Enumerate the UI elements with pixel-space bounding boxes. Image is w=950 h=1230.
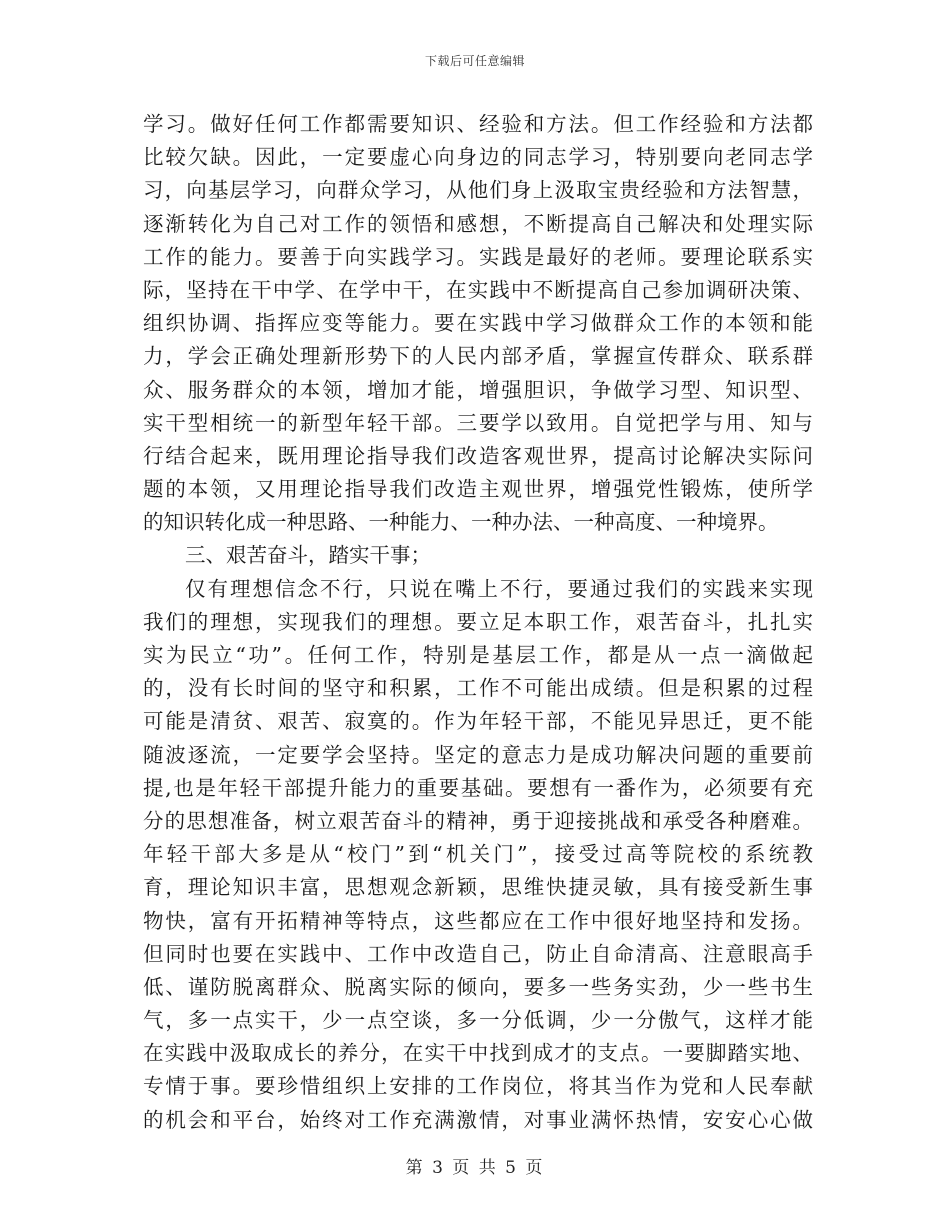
text-line: 行结合起来，既用理论指导我们改造客观世界，提高讨论解决实际问 [143,443,813,468]
text-line: 物快，富有开拓精神等特点，这些都应在工作中很好地坚持和发扬。 [143,908,813,933]
text-line: 逐渐转化为自己对工作的领悟和感想，不断提高自己解决和处理实际 [143,211,813,236]
text-line: 我们的理想，实现我们的理想。要立足本职工作，艰苦奋斗，扎扎实 [143,609,813,634]
text-line: 实干型相统一的新型年轻干部。三要学以致用。自觉把学与用、知与 [143,410,813,435]
text-line: 的机会和平台，始终对工作充满激情，对事业满怀热情，安安心心做 [143,1107,813,1132]
page-header: 下载后可任意编辑 [424,54,525,68]
text-line: 提,也是年轻干部提升能力的重要基础。要想有一番作为，必须要有充 [143,775,813,800]
text-line: 际，坚持在干中学、在学中干，在实践中不断提高自己参加调研决策、 [143,277,813,302]
document-body [143,108,813,1137]
text-line: 三、艰苦奋斗，踏实干事； [185,543,431,568]
text-line: 学习。做好任何工作都需要知识、经验和方法。但工作经验和方法都 [143,112,813,136]
text-line: 力，学会正确处理新形势下的人民内部矛盾，掌握宣传群众、联系群 [143,344,813,369]
text-line: 在实践中汲取成长的养分，在实干中找到成才的支点。一要脚踏实地、 [143,1041,813,1066]
page-number-footer: 第 3 页 共 5 页 [405,1158,545,1178]
text-line: 题的本领，又用理论指导我们改造主观世界，增强党性锻炼，使所学 [143,477,813,502]
text-line: 育，理论知识丰富，思想观念新颖，思维快捷灵敏，具有接受新生事 [143,875,813,900]
text-line: 工作的能力。要善于向实践学习。实践是最好的老师。要理论联系实 [143,244,813,269]
text-line: 但同时也要在实践中、工作中改造自己，防止自命清高、注意眼高手 [143,941,813,966]
text-line: 随波逐流，一定要学会坚持。坚定的意志力是成功解决问题的重要前 [143,742,813,767]
text-line: 仅有理想信念不行，只说在嘴上不行，要通过我们的实践来实现 [185,576,813,601]
text-line: 低、谨防脱离群众、脱离实际的倾向，要多一些务实劲，少一些书生 [143,974,813,999]
text-line: 专情于事。要珍惜组织上安排的工作岗位，将其当作为党和人民奉献 [143,1074,813,1099]
text-line: 众、服务群众的本领，增加才能，增强胆识，争做学习型、知识型、 [143,377,813,402]
text-line: 的，没有长时间的坚守和积累，工作不可能出成绩。但是积累的过程 [143,676,813,701]
text-line: 习，向基层学习，向群众学习，从他们身上汲取宝贵经验和方法智慧， [143,178,813,203]
text-line: 年轻干部大多是从“校门”到“机关门”，接受过高等院校的系统教 [143,842,813,867]
text-line: 组织协调、指挥应变等能力。要在实践中学习做群众工作的本领和能 [143,311,813,336]
text-line: 分的思想准备，树立艰苦奋斗的精神，勇于迎接挑战和承受各种磨难。 [143,808,813,833]
text-line: 比较欠缺。因此，一定要虚心向身边的同志学习，特别要向老同志学 [143,145,813,170]
text-line: 气，多一点实干，少一点空谈，多一分低调，少一分傲气，这样才能 [143,1008,813,1033]
text-line: 可能是清贫、艰苦、寂寞的。作为年轻干部，不能见异思迁，更不能 [143,709,813,734]
text-line: 的知识转化成一种思路、一种能力、一种办法、一种高度、一种境界。 [143,510,779,535]
text-line: 实为民立“功”。任何工作，特别是基层工作，都是从一点一滴做起 [143,643,813,667]
